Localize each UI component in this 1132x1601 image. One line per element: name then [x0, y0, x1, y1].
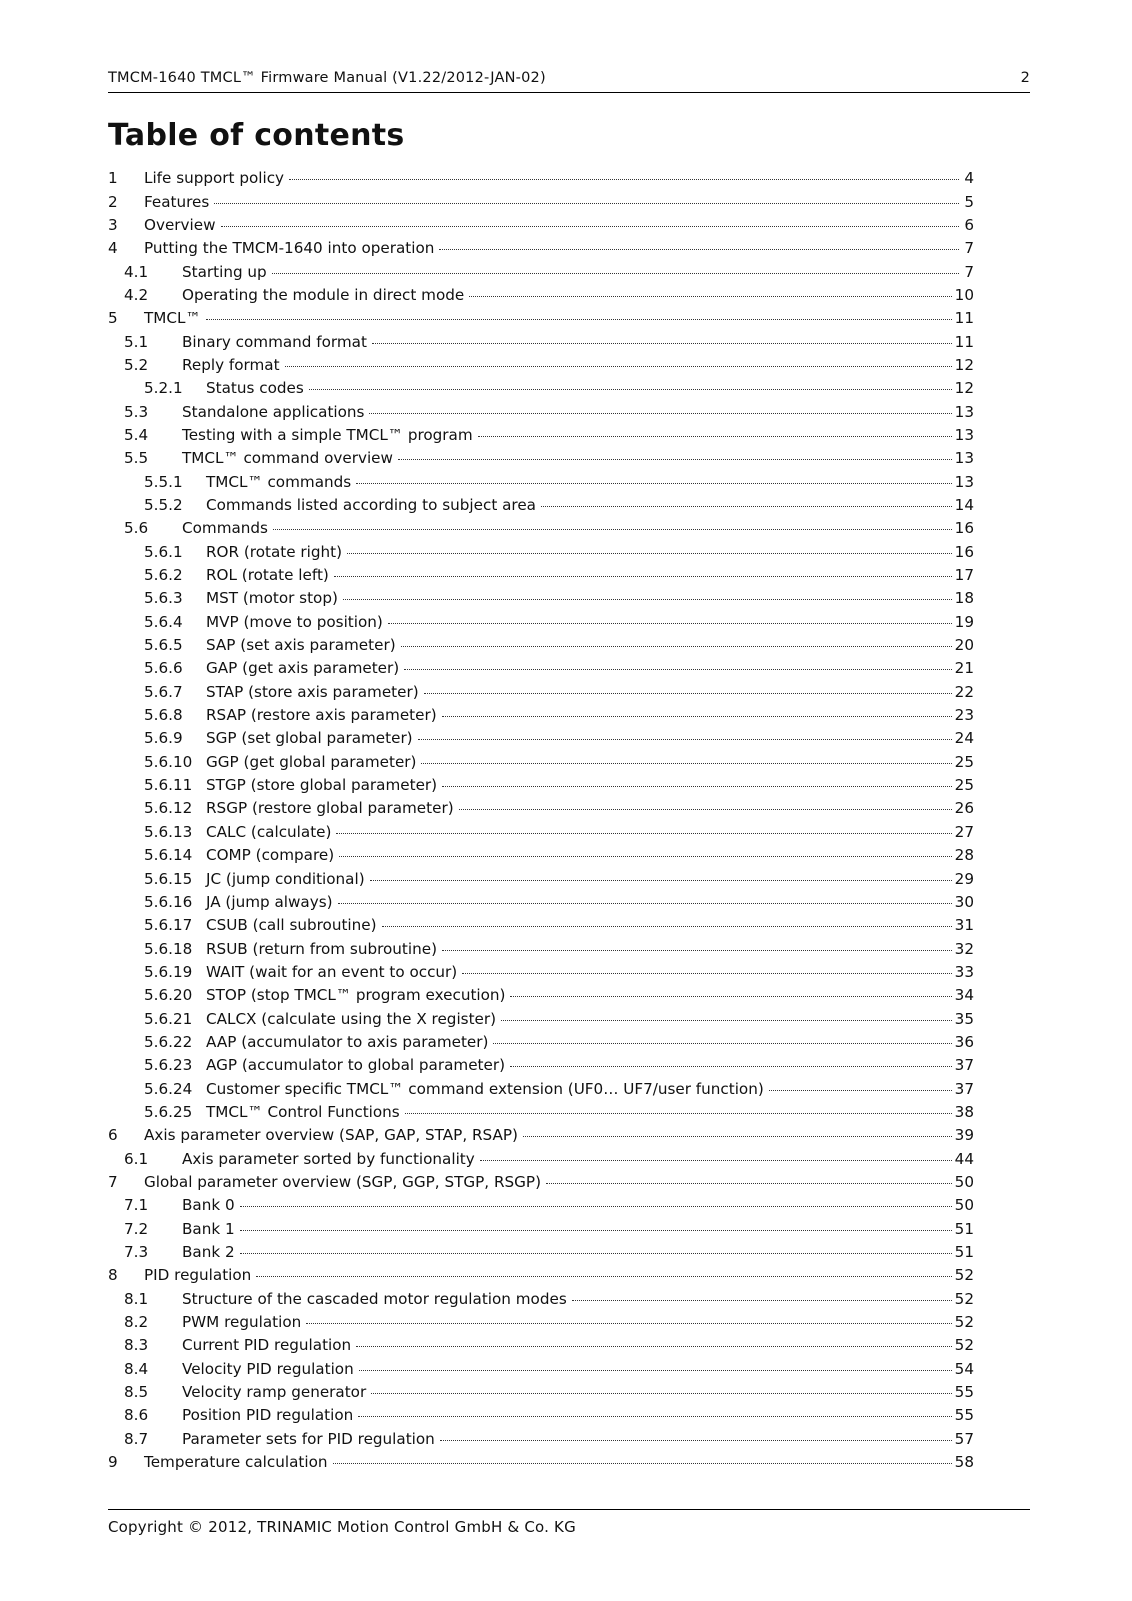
toc-dot-leader — [442, 775, 952, 790]
toc-entry-number: 5.6.6 — [144, 659, 183, 678]
toc-entry-page[interactable]: 36 — [954, 1032, 974, 1051]
toc-entry-page[interactable]: 28 — [954, 846, 974, 865]
toc-dot-leader — [359, 1359, 952, 1374]
toc-entry-page[interactable]: 29 — [954, 869, 974, 888]
toc-entry-title[interactable]: RSUB (return from subroutine) — [206, 939, 437, 958]
toc-entry[interactable] — [108, 331, 974, 354]
toc-entry-title[interactable]: Bank 1 — [182, 1219, 235, 1238]
toc-entry-number: 7.1 — [124, 1196, 149, 1215]
toc-dot-leader — [523, 1125, 952, 1140]
toc-dot-leader — [372, 331, 952, 346]
toc-entry-number: 5.6.16 — [144, 892, 193, 911]
toc-entry-number: 7.3 — [124, 1243, 149, 1261]
toc-entry-number: 5.6.25 — [144, 1102, 193, 1121]
toc-entry-number: 8.1 — [124, 1289, 149, 1308]
toc-entry-title[interactable]: Bank 0 — [182, 1196, 235, 1215]
toc-entry-title[interactable]: GGP (get global parameter) — [206, 752, 417, 771]
toc-entry-number: 5.3 — [124, 402, 149, 421]
toc-entry-number: 5.6.23 — [144, 1056, 193, 1075]
toc-entry[interactable] — [108, 1172, 974, 1195]
toc-dot-leader — [398, 448, 952, 463]
toc-entry[interactable] — [108, 845, 974, 868]
toc-dot-leader — [356, 471, 951, 486]
toc-entry-title[interactable]: AAP (accumulator to axis parameter) — [206, 1032, 489, 1051]
toc-entry[interactable] — [108, 1405, 974, 1428]
toc-entry[interactable] — [108, 938, 974, 961]
toc-entry[interactable] — [108, 495, 974, 518]
toc-dot-leader — [404, 658, 951, 673]
toc-dot-leader — [206, 308, 952, 323]
toc-entry-number: 5.6.5 — [144, 636, 183, 655]
toc-entry-number: 5.2 — [124, 355, 149, 374]
toc-dot-leader — [439, 238, 959, 253]
toc-entry-number: 5.6.17 — [144, 916, 193, 935]
toc-entry[interactable] — [108, 892, 974, 915]
toc-entry-page[interactable]: 52 — [954, 1313, 974, 1332]
toc-entry[interactable] — [108, 448, 974, 471]
toc-entry[interactable] — [108, 261, 974, 284]
toc-dot-leader — [469, 285, 951, 300]
toc-dot-leader — [382, 915, 952, 930]
toc-dot-leader — [442, 938, 952, 953]
toc-dot-leader — [309, 378, 952, 393]
toc-dot-leader — [572, 1289, 952, 1304]
toc-dot-leader — [347, 542, 952, 557]
toc-dot-leader — [541, 495, 952, 510]
toc-entry-page[interactable]: 52 — [954, 1336, 974, 1355]
toc-entry[interactable] — [108, 1289, 974, 1312]
toc-entry[interactable] — [108, 215, 974, 238]
toc-entry-title[interactable]: STAP (store axis parameter) — [206, 682, 419, 701]
toc-entry[interactable] — [108, 1055, 974, 1078]
toc-entry-title[interactable]: CSUB (call subroutine) — [206, 916, 377, 935]
toc-entry[interactable] — [108, 1242, 974, 1265]
toc-entry-number: 8.7 — [124, 1429, 149, 1448]
toc-dot-leader — [440, 1429, 952, 1444]
toc-entry-number: 2 — [108, 192, 118, 211]
toc-entry-page[interactable]: 54 — [954, 1359, 974, 1378]
toc-entry-title[interactable]: Current PID regulation — [182, 1336, 352, 1355]
toc-entry[interactable] — [108, 962, 974, 985]
toc-entry[interactable] — [108, 1102, 974, 1125]
toc-entry-page[interactable]: 34 — [954, 986, 974, 1005]
toc-entry-number: 5.6.4 — [144, 612, 183, 631]
toc-entry-title[interactable]: Commands — [182, 519, 268, 538]
toc-dot-leader — [240, 1242, 952, 1257]
toc-dot-leader — [240, 1195, 952, 1210]
toc-entry-page[interactable]: 52 — [954, 1289, 974, 1308]
toc-entry-title[interactable]: Global parameter overview (SGP, GGP, STGP, RSGP) — [144, 1172, 541, 1191]
toc-dot-leader — [272, 261, 959, 276]
toc-entry[interactable] — [108, 682, 974, 705]
toc-entry-title[interactable]: TMCL™ commands — [206, 472, 352, 491]
toc-entry-page[interactable]: 23 — [954, 706, 974, 725]
toc-entry-number: 5.2.1 — [144, 379, 183, 398]
toc-entry[interactable] — [108, 308, 974, 331]
toc-heading: Table of contents — [108, 118, 405, 153]
toc-entry-page[interactable]: 19 — [954, 612, 974, 631]
toc-entry-number: 7.2 — [124, 1219, 149, 1238]
toc-dot-leader — [546, 1172, 952, 1187]
toc-entry-page[interactable]: 7 — [964, 262, 974, 281]
toc-dot-leader — [369, 401, 951, 416]
toc-entry-number: 5.6.14 — [144, 846, 193, 865]
toc-entry-page[interactable]: 32 — [954, 939, 974, 958]
toc-entry-page[interactable]: 24 — [954, 729, 974, 748]
toc-entry-title[interactable]: SGP (set global parameter) — [206, 729, 413, 748]
toc-dot-leader — [333, 1452, 952, 1467]
toc-entry-number: 5.6.21 — [144, 1009, 193, 1028]
toc-entry-title[interactable]: Temperature calculation — [144, 1453, 328, 1472]
toc-dot-leader — [371, 1382, 951, 1397]
toc-entry-page[interactable]: 6 — [964, 215, 974, 234]
toc-entry[interactable] — [108, 705, 974, 728]
toc-entry-page[interactable]: 55 — [954, 1383, 974, 1402]
toc-entry-title[interactable]: Bank 2 — [182, 1243, 235, 1261]
toc-entry[interactable] — [108, 752, 974, 775]
toc-entry-page[interactable]: 38 — [954, 1102, 974, 1121]
toc-entry-page[interactable]: 13 — [954, 402, 974, 421]
toc-entry-number: 5.5.1 — [144, 472, 183, 491]
toc-dot-leader — [480, 1148, 952, 1163]
toc-dot-leader — [493, 1032, 951, 1047]
toc-dot-leader — [273, 518, 952, 533]
toc-entry[interactable] — [108, 1335, 974, 1358]
toc-dot-leader — [370, 868, 952, 883]
toc-entry-title[interactable]: Operating the module in direct mode — [182, 285, 465, 304]
toc-dot-leader — [418, 728, 952, 743]
toc-entry-page[interactable]: 22 — [954, 682, 974, 701]
toc-entry-number: 5.6.19 — [144, 962, 193, 981]
toc-entry-title[interactable]: STOP (stop TMCL™ program execution) — [206, 986, 506, 1005]
toc-dot-leader — [769, 1078, 952, 1093]
toc-entry-number: 8 — [108, 1266, 118, 1285]
toc-dot-leader — [356, 1335, 952, 1350]
toc-entry-title[interactable]: Structure of the cascaded motor regulation modes — [182, 1289, 567, 1308]
toc-entry[interactable] — [108, 168, 974, 191]
toc-entry-page[interactable]: 11 — [954, 309, 974, 328]
toc-dot-leader — [339, 845, 952, 860]
toc-dot-leader — [285, 355, 952, 370]
toc-dot-leader — [338, 892, 952, 907]
toc-entry[interactable] — [108, 1265, 974, 1288]
toc-entry-title[interactable]: Reply format — [182, 355, 280, 374]
toc-dot-leader — [256, 1265, 951, 1280]
toc-entry-page[interactable]: 11 — [954, 332, 974, 351]
toc-entry-page[interactable]: 17 — [954, 566, 974, 585]
toc-entry-page[interactable]: 50 — [954, 1172, 974, 1191]
toc-entry-title[interactable]: RSGP (restore global parameter) — [206, 799, 454, 818]
toc-entry-page[interactable]: 39 — [954, 1126, 974, 1145]
toc-entry-page[interactable]: 13 — [954, 449, 974, 468]
toc-entry[interactable] — [108, 238, 974, 261]
toc-entry[interactable] — [108, 1078, 974, 1101]
toc-entry-title[interactable]: SAP (set axis parameter) — [206, 636, 396, 655]
toc-entry-page[interactable]: 37 — [954, 1079, 974, 1098]
toc-entry-title[interactable]: Standalone applications — [182, 402, 365, 421]
toc-entry-number: 5 — [108, 309, 118, 328]
toc-entry-number: 3 — [108, 215, 118, 234]
toc-entry-title[interactable]: GAP (get axis parameter) — [206, 659, 400, 678]
toc-entry-page[interactable]: 31 — [954, 916, 974, 935]
toc-entry-title[interactable]: MST (motor stop) — [206, 589, 338, 608]
toc-entry-number: 5.6.8 — [144, 706, 183, 725]
toc-entry-number: 4.1 — [124, 262, 149, 281]
toc-entry-title[interactable]: Life support policy — [144, 169, 285, 188]
toc-entry-title[interactable]: MVP (move to position) — [206, 612, 383, 631]
toc-entry-number: 6.1 — [124, 1149, 149, 1168]
toc-dot-leader — [214, 191, 959, 206]
toc-entry-title[interactable]: Starting up — [182, 262, 267, 281]
toc-entry[interactable] — [108, 868, 974, 891]
toc-entry-title[interactable]: ROL (rotate left) — [206, 566, 329, 585]
toc-entry-number: 5.6.13 — [144, 822, 193, 841]
toc-entry-page[interactable]: 16 — [954, 542, 974, 561]
toc-entry-title[interactable]: PID regulation — [144, 1266, 252, 1285]
toc-dot-leader — [289, 168, 959, 183]
toc-entry-title[interactable]: Putting the TMCM-1640 into operation — [144, 239, 435, 258]
toc-entry-number: 4.2 — [124, 285, 149, 304]
toc-dot-leader — [459, 798, 952, 813]
toc-entry-title[interactable]: Customer specific TMCL™ command extension (UF0… UF7/user function) — [206, 1079, 764, 1098]
toc-entry-number: 5.6.12 — [144, 799, 193, 818]
toc-entry[interactable] — [108, 658, 974, 681]
toc-dot-leader — [510, 985, 951, 1000]
toc-entry-number: 5.6.20 — [144, 986, 193, 1005]
toc-entry-page[interactable]: 12 — [954, 379, 974, 398]
toc-entry-number: 5.6.7 — [144, 682, 183, 701]
toc-entry-number: 6 — [108, 1126, 118, 1145]
toc-entry-number: 5.6.2 — [144, 566, 183, 585]
toc-entry-title[interactable]: Overview — [144, 215, 216, 234]
toc-entry-page[interactable]: 16 — [954, 519, 974, 538]
toc-dot-leader — [221, 215, 959, 230]
toc-entry-title[interactable]: PWM regulation — [182, 1313, 302, 1332]
toc-entry-page[interactable]: 58 — [954, 1453, 974, 1472]
toc-dot-leader — [343, 588, 952, 603]
toc-entry-title[interactable]: Axis parameter overview (SAP, GAP, STAP, RSAP) — [144, 1126, 518, 1145]
toc-entry-page[interactable]: 25 — [954, 752, 974, 771]
toc-entry-title[interactable]: CALC (calculate) — [206, 822, 332, 841]
toc-entry-page[interactable]: 13 — [954, 472, 974, 491]
toc-entry-title[interactable]: COMP (compare) — [206, 846, 335, 865]
toc-entry-title[interactable]: Velocity PID regulation — [182, 1359, 354, 1378]
toc-entry-number: 5.4 — [124, 425, 149, 444]
toc-entry-title[interactable]: Testing with a simple TMCL™ program — [182, 425, 473, 444]
toc-entry[interactable] — [108, 985, 974, 1008]
toc-entry-page[interactable]: 7 — [964, 239, 974, 258]
toc-dot-leader — [462, 962, 951, 977]
toc-entry-page[interactable]: 44 — [954, 1149, 974, 1168]
toc-entry[interactable] — [108, 798, 974, 821]
toc-dot-leader — [501, 1008, 952, 1023]
page-footer: Copyright © 2012, TRINAMIC Motion Control GmbH & Co. KG — [108, 1509, 1030, 1536]
toc-entry-number: 5.6.10 — [144, 752, 193, 771]
toc-entry-title[interactable]: TMCL™ — [144, 309, 201, 328]
toc-entry[interactable] — [108, 1195, 974, 1218]
toc-entry-page[interactable]: 33 — [954, 962, 974, 981]
toc-entry-title[interactable]: Axis parameter sorted by functionality — [182, 1149, 475, 1168]
toc-entry-number: 5.6.22 — [144, 1032, 193, 1051]
toc-entry-page[interactable]: 25 — [954, 776, 974, 795]
toc-dot-leader — [306, 1312, 951, 1327]
toc-dot-leader — [401, 635, 952, 650]
page-header — [108, 70, 1030, 93]
toc-entry[interactable] — [108, 378, 974, 401]
toc-entry-number: 5.6.3 — [144, 589, 183, 608]
toc-dot-leader — [421, 752, 951, 767]
toc-entry-title[interactable]: Features — [144, 192, 210, 211]
toc-dot-leader — [478, 425, 952, 440]
toc-entry[interactable] — [108, 1032, 974, 1055]
toc-entry-number: 5.1 — [124, 332, 149, 351]
toc-entry-page[interactable]: 10 — [954, 285, 974, 304]
toc-entry-page[interactable]: 18 — [954, 589, 974, 608]
toc-entry-title[interactable]: RSAP (restore axis parameter) — [206, 706, 437, 725]
toc-entry-page[interactable]: 26 — [954, 799, 974, 818]
toc-entry-title[interactable]: Commands listed according to subject area — [206, 496, 536, 514]
toc-entry-title[interactable]: Position PID regulation — [182, 1406, 354, 1425]
toc-entry-number: 8.5 — [124, 1383, 149, 1402]
toc-entry-number: 8.3 — [124, 1336, 149, 1355]
toc-entry-title[interactable]: AGP (accumulator to global parameter) — [206, 1056, 506, 1075]
toc-entry-title[interactable]: Status codes — [206, 379, 304, 398]
toc-entry-page[interactable]: 12 — [954, 355, 974, 374]
toc-dot-leader — [336, 822, 951, 837]
toc-entry-title[interactable]: CALCX (calculate using the X register) — [206, 1009, 497, 1028]
toc-entry-number: 4 — [108, 239, 118, 258]
toc-entry-page[interactable]: 5 — [964, 192, 974, 211]
table-of-contents — [108, 168, 974, 1475]
toc-entry-page[interactable]: 57 — [954, 1429, 974, 1448]
toc-entry-number: 5.5 — [124, 449, 149, 468]
toc-entry[interactable] — [108, 1125, 974, 1148]
toc-entry[interactable] — [108, 822, 974, 845]
toc-entry-page[interactable]: 35 — [954, 1009, 974, 1028]
toc-entry-number: 8.4 — [124, 1359, 149, 1378]
toc-entry[interactable] — [108, 565, 974, 588]
toc-entry[interactable] — [108, 1382, 974, 1405]
toc-dot-leader — [334, 565, 952, 580]
toc-entry[interactable] — [108, 1148, 974, 1171]
toc-entry[interactable] — [108, 1429, 974, 1452]
toc-entry-number: 8.6 — [124, 1406, 149, 1425]
toc-entry-number: 5.6.24 — [144, 1079, 193, 1098]
toc-entry-number: 5.6.1 — [144, 542, 183, 561]
page-number: 2 — [1020, 70, 1030, 86]
toc-entry-number: 7 — [108, 1172, 118, 1191]
toc-dot-leader — [358, 1405, 951, 1420]
toc-entry-number: 9 — [108, 1453, 118, 1472]
toc-entry-page[interactable]: 55 — [954, 1406, 974, 1425]
toc-entry[interactable] — [108, 425, 974, 448]
toc-entry-page[interactable]: 21 — [954, 659, 974, 678]
toc-entry-page[interactable]: 50 — [954, 1196, 974, 1215]
toc-entry[interactable] — [108, 542, 974, 565]
toc-entry-title[interactable]: Velocity ramp generator — [182, 1383, 367, 1402]
toc-entry-page[interactable]: 13 — [954, 425, 974, 444]
toc-entry[interactable] — [108, 401, 974, 424]
toc-entry-page[interactable]: 14 — [954, 496, 974, 514]
document-title: TMCM-1640 TMCL™ Firmware Manual (V1.22/2012-JAN-02) — [108, 70, 546, 86]
toc-dot-leader — [240, 1218, 952, 1233]
toc-entry[interactable] — [108, 1312, 974, 1335]
toc-entry[interactable] — [108, 1218, 974, 1241]
toc-entry[interactable] — [108, 1008, 974, 1031]
toc-entry-title[interactable]: JC (jump conditional) — [206, 869, 365, 888]
toc-entry-title[interactable]: ROR (rotate right) — [206, 542, 343, 561]
toc-entry-page[interactable]: 20 — [954, 636, 974, 655]
toc-entry[interactable] — [108, 635, 974, 658]
toc-entry-number: 8.2 — [124, 1313, 149, 1332]
toc-entry-title[interactable]: Parameter sets for PID regulation — [182, 1429, 435, 1448]
toc-entry[interactable] — [108, 355, 974, 378]
toc-entry-page[interactable]: 51 — [954, 1243, 974, 1261]
toc-entry-number: 5.6.15 — [144, 869, 193, 888]
toc-entry-page[interactable]: 27 — [954, 822, 974, 841]
toc-entry-number: 5.5.2 — [144, 496, 183, 514]
toc-dot-leader — [388, 612, 952, 627]
toc-entry[interactable] — [108, 518, 974, 541]
toc-entry-page[interactable]: 52 — [954, 1266, 974, 1285]
toc-entry-page[interactable]: 4 — [964, 169, 974, 188]
toc-entry-title[interactable]: TMCL™ command overview — [182, 449, 393, 468]
toc-entry-title[interactable]: Binary command format — [182, 332, 367, 351]
toc-dot-leader — [424, 682, 952, 697]
toc-entry[interactable] — [108, 775, 974, 798]
toc-entry-number: 5.6 — [124, 519, 149, 538]
toc-entry[interactable] — [108, 588, 974, 611]
toc-entry-number: 5.6.11 — [144, 776, 193, 795]
toc-dot-leader — [510, 1055, 952, 1070]
toc-entry-title[interactable]: STGP (store global parameter) — [206, 776, 438, 795]
toc-dot-leader — [405, 1102, 952, 1117]
toc-entry[interactable] — [108, 612, 974, 635]
toc-entry-title[interactable]: WAIT (wait for an event to occur) — [206, 962, 458, 981]
toc-entry[interactable] — [108, 471, 974, 494]
toc-entry[interactable] — [108, 728, 974, 751]
toc-entry-number: 5.6.18 — [144, 939, 193, 958]
toc-entry[interactable] — [108, 191, 974, 214]
toc-entry-number: 1 — [108, 169, 118, 188]
toc-entry-title[interactable]: TMCL™ Control Functions — [206, 1102, 400, 1121]
toc-entry-page[interactable]: 30 — [954, 892, 974, 911]
toc-entry[interactable] — [108, 285, 974, 308]
toc-entry-number: 5.6.9 — [144, 729, 183, 748]
toc-entry-page[interactable]: 51 — [954, 1219, 974, 1238]
toc-entry[interactable] — [108, 1452, 974, 1475]
toc-dot-leader — [442, 705, 952, 720]
toc-entry[interactable] — [108, 915, 974, 938]
toc-entry-page[interactable]: 37 — [954, 1056, 974, 1075]
toc-entry[interactable] — [108, 1359, 974, 1382]
toc-entry-title[interactable]: JA (jump always) — [206, 892, 333, 911]
